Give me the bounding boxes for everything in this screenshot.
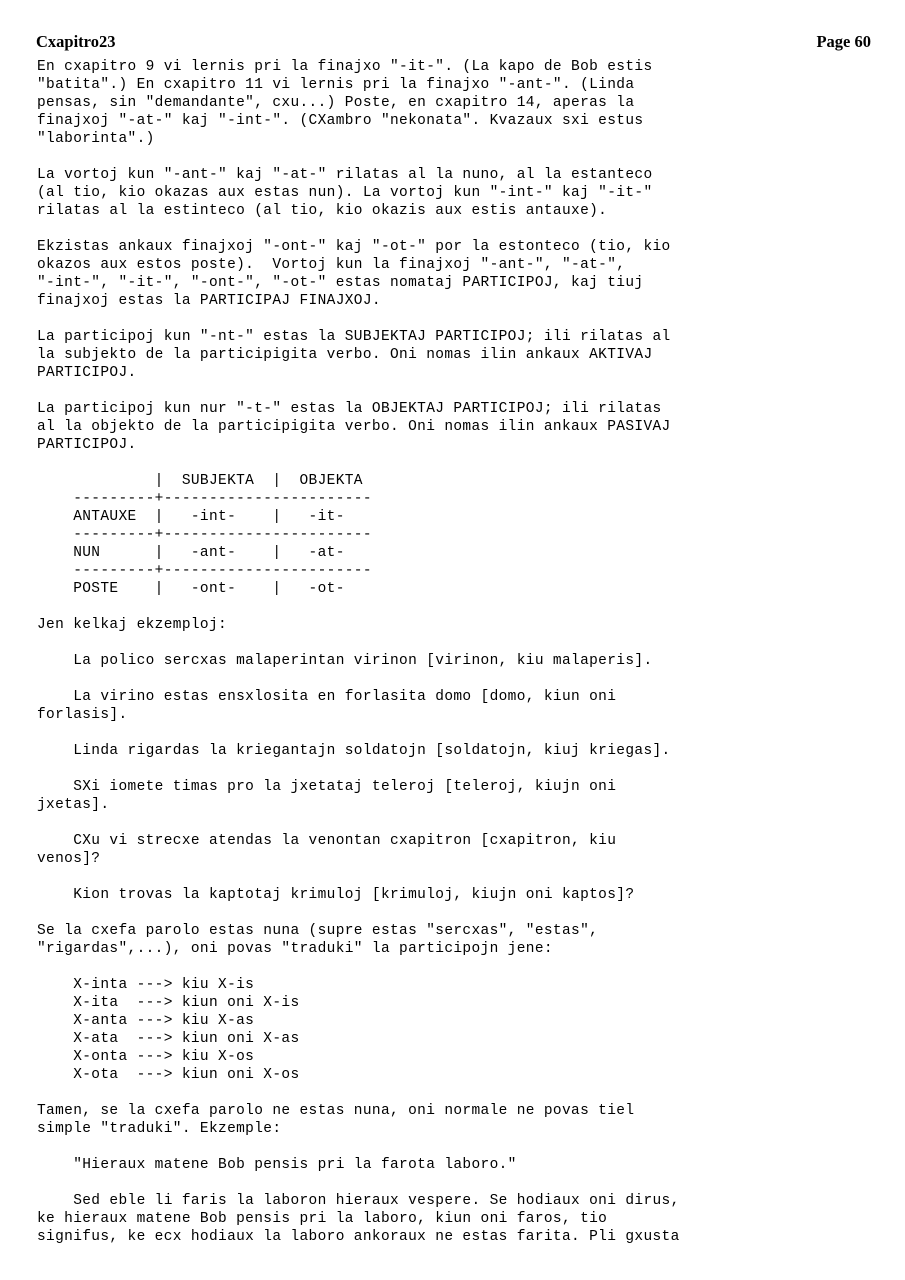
document-body: En cxapitro 9 vi lernis pri la finajxo "-it-". (La kapo de Bob estis "batita".) En cxapitro 11 vi lernis pri la finajxo "-ant-". (Linda pensas, sin "demandante", cxu...) Poste, en cxapitro 14, aperas la finajxoj "-at-" kaj "-int-". (CXambro "nekonata". Kvazaux sxi estus "laborinta".) La vortoj kun "-ant-" kaj "-at-" rilatas al la nuno, al la estanteco (al tio, kio okazas aux estas nun). La vortoj kun "-int-" kaj "-it-" rilatas al la estinteco (al tio, kio okazis aux estis antauxe). Ekzistas ankaux finajxoj "-ont-" kaj "-ot-" por la estonteco (tio, kio okazos aux estos poste). Vortoj kun la finajxoj "-ant-", "-at-", "-int-", "-it-", "-ont-", "-ot-" estas nomataj PARTICIPOJ, kaj tiuj finajxoj estas la PARTICIPAJ FINAJXOJ. La participoj kun "-nt-" estas la SUBJEKTAJ PARTICIPOJ; ili rilatas al la subjekto de la participigita verbo. Oni nomas ilin ankaux AKTIVAJ PARTICIPOJ. La participoj kun nur "-t-" estas la OBJEKTAJ PARTICIPOJ; ili rilatas al la objekto de la participigita verbo. Oni nomas ilin ankaux PASIVAJ PARTICIPOJ. | SUBJEKTA | OBJEKTA ---------+----------------------- ANTAUXE | -int- | -it- ---------+----------------------- NUN | -ant- | -at- ---------+----------------------- POSTE | -ont- | -ot- Jen kelkaj ekzemploj: La polico sercxas malaperintan virinon [virinon, kiu malaperis]. La virino estas ensxlosita en forlasita domo [domo, kiun oni forlasis]. Linda rigardas la kriegantajn soldatojn [soldatojn, kiuj kriegas]. SXi iomete timas pro la jxetataj teleroj [teleroj, kiujn oni jxetas]. CXu vi strecxe atendas la venontan cxapitron [cxapitron, kiu venos]? Kion trovas la kaptotaj krimuloj [krimuloj, kiujn oni kaptos]? Se la cxefa parolo estas nuna (supre estas "sercxas", "estas", "rigardas",...), oni povas "traduki" la participojn jene: X-inta ---> kiu X-is X-ita ---> kiun oni X-is X-anta ---> kiu X-as X-ata ---> kiun oni X-as X-onta ---> kiu X-os X-ota ---> kiun oni X-os Tamen, se la cxefa parolo ne estas nuna, oni normale ne povas tiel simple "traduki". Ekzemple: "Hieraux matene Bob pensis pri la farota laboro." Sed eble li faris la laboron hieraux vespere. Se hodiaux oni dirus, ke hieraux matene Bob pensis pri la laboro, kiun oni faros, tio signifus, ke ecx hodiaux la laboro ankoraux ne estas farita. Pli gxusta bbox=[37, 59, 680, 1245]
chapter-title: Cxapitro23 bbox=[36, 32, 116, 51]
page-number: Page 60 bbox=[816, 32, 871, 51]
page-header bbox=[36, 32, 871, 52]
